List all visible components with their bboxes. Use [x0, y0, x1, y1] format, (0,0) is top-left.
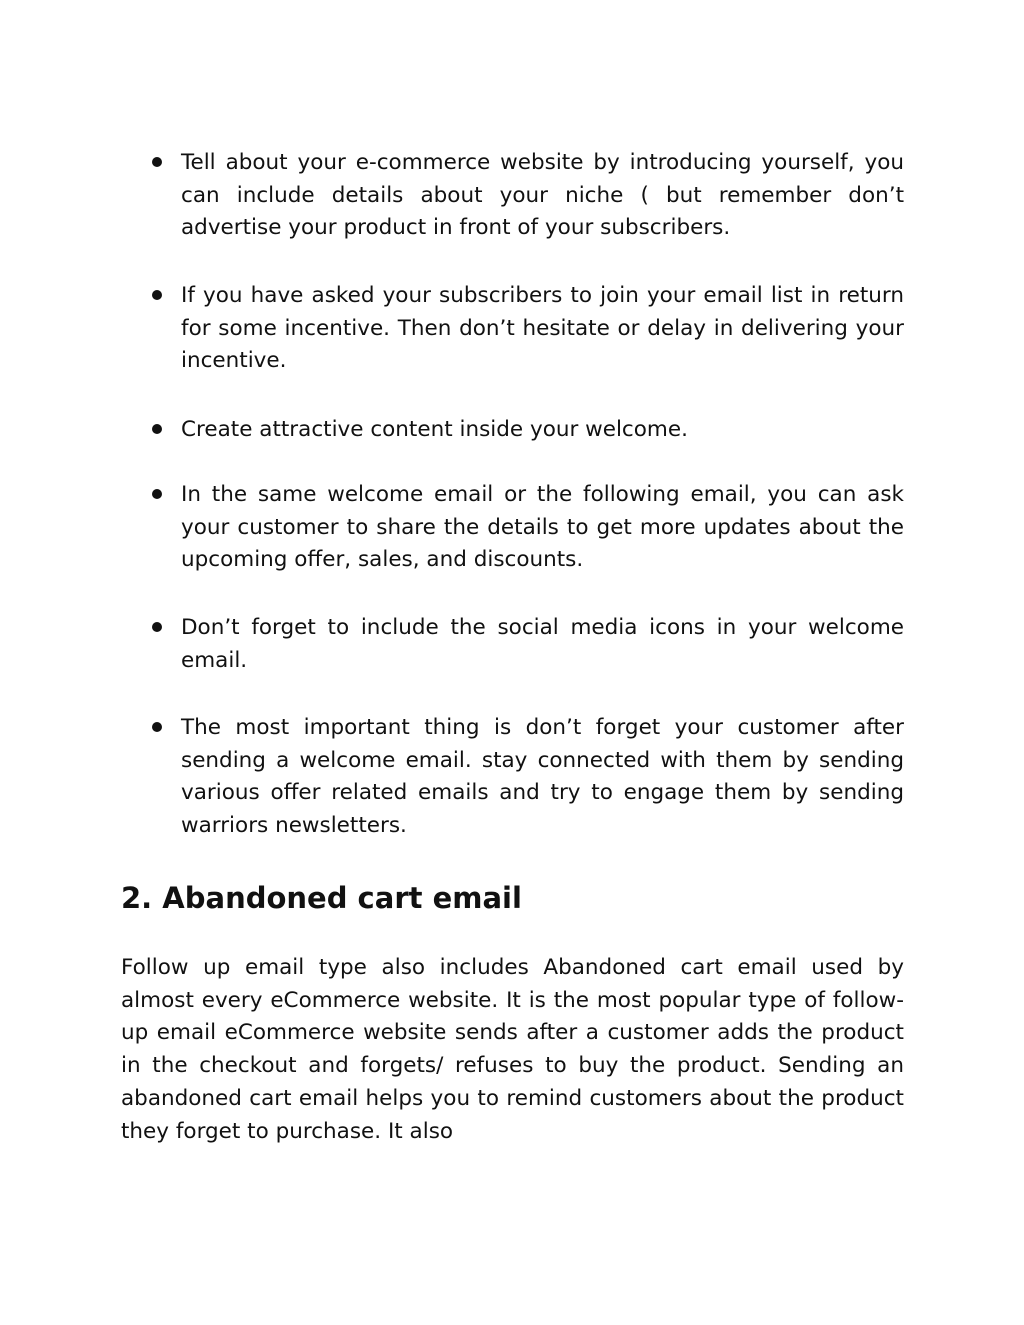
bullet-icon	[152, 489, 162, 499]
list-item	[152, 712, 904, 843]
list-item	[152, 479, 904, 577]
section-paragraph: Follow up email type also includes Abandoned cart email used by almost every eCommerce website. It is the most popular type of follow-up email eCommerce website sends after a customer adds the product in the checkout and forgets/ refuses to buy the product. Sending an abandoned cart email helps you to remind customers about the product they forget to purchase. It also	[121, 955, 904, 1144]
list-item-text: If you have asked your subscribers to join your email list in return for some incentive. Then don’t hesitate or delay in delivering your incentive.	[181, 283, 904, 374]
list-item-text: The most important thing is don’t forget your customer after sending a welcome email. stay connected with them by sending various offer related emails and try to engage them by sending warriors newsletters.	[181, 715, 904, 839]
list-item	[152, 280, 904, 378]
bullet-icon	[152, 424, 162, 434]
bullet-icon	[152, 622, 162, 632]
list-item	[152, 147, 904, 245]
bullet-icon	[152, 722, 162, 732]
section-heading: 2. Abandoned cart email	[121, 881, 522, 915]
list-item-text: Don’t forget to include the social media icons in your welcome email.	[181, 615, 904, 673]
list-item	[152, 612, 904, 677]
list-item-text: Create attractive content inside your welcome.	[181, 417, 688, 442]
list-item-text: Tell about your e-commerce website by introducing yourself, you can include details about your niche ( but remember don’t advertise your product in front of your subscribers.	[181, 150, 904, 241]
bullet-icon	[152, 157, 162, 167]
list-item-text: In the same welcome email or the following email, you can ask your customer to share the details to get more updates about the upcoming offer, sales, and discounts.	[181, 482, 904, 573]
bullet-icon	[152, 290, 162, 300]
list-item	[152, 414, 904, 447]
